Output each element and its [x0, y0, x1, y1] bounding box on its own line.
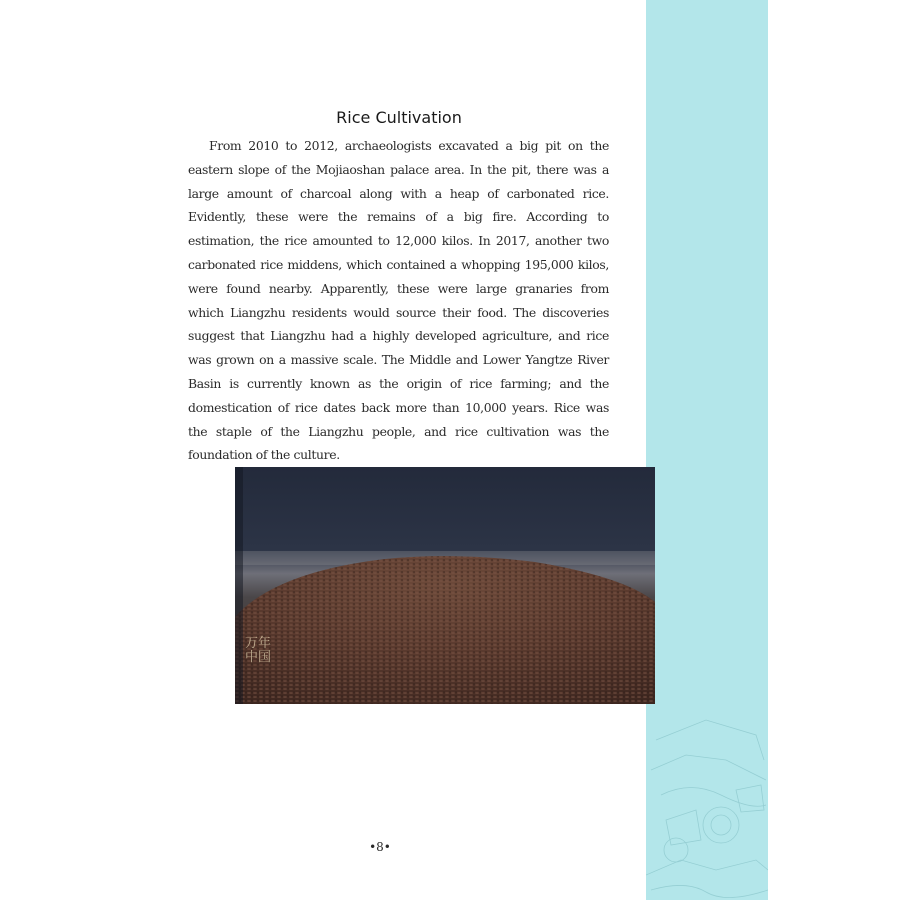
- page-title: Rice Cultivation: [336, 108, 462, 127]
- page-number: •8•: [369, 840, 391, 854]
- photo-watermark: 万年中国: [245, 636, 272, 665]
- line-art-decoration: [646, 700, 768, 900]
- side-color-band: [646, 0, 768, 900]
- body-paragraph: From 2010 to 2012, archaeologists excavated a big pit on the eastern slope of the Mojiaoshan palace area. In the pit, there was a large amount of charcoal along with a heap of carbonated rice. Evidently, these were the remains of a big fire. According to estimation, the rice amounted to 12,000 kilos. In 2017, another two carbonated rice middens, which contained a whopping 195,000 kilos, were found nearby. Apparently, these were large granaries from which Liangzhu residents would source their food. The discoveries suggest that Liangzhu had a highly developed agriculture, and rice was grown on a massive scale. The Middle and Lower Yangtze River Basin is currently known as the origin of rice farming; and the domestication of rice dates back more than 10,000 years. Rice was the staple of the Liangzhu people, and rice cultivation was the foundation of the culture.: [188, 138, 609, 463]
- rice-heap-photo: [235, 467, 655, 704]
